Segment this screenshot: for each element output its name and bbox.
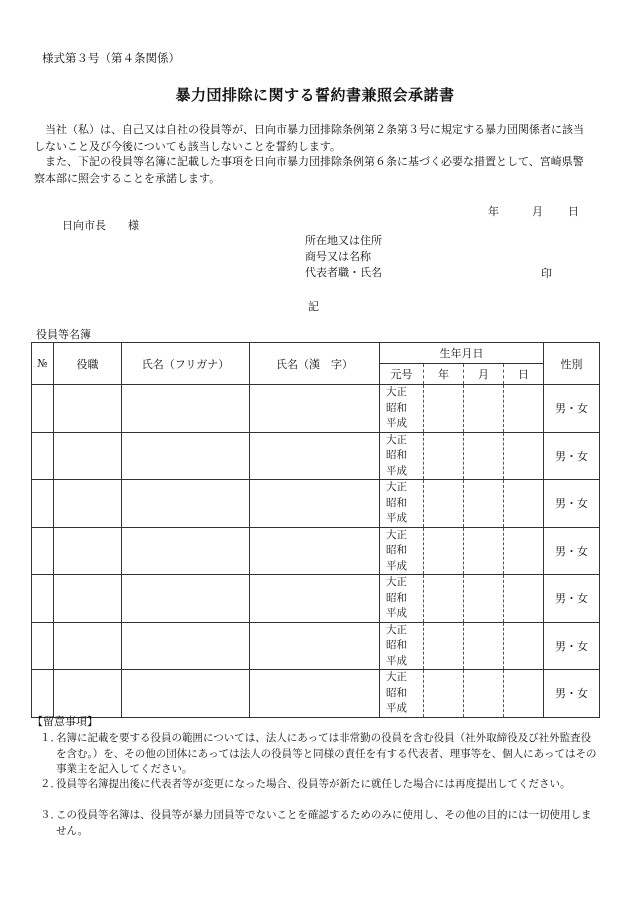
cell-sex[interactable]: 男・女 bbox=[544, 670, 600, 718]
officer-roster-table bbox=[31, 342, 600, 718]
header-year: 年 bbox=[424, 364, 464, 385]
cell-name-kana[interactable] bbox=[122, 385, 250, 433]
header-name-kana: 氏名（フリガナ） bbox=[122, 343, 250, 385]
consent-paragraph: また、下記の役員等名簿に記載した事項を日向市暴力団排除条例第６条に基づく必要な措置として、宮崎県警察本部に照会することを承諾します。 bbox=[34, 155, 584, 185]
cell-position[interactable] bbox=[54, 385, 122, 433]
cell-no[interactable] bbox=[32, 622, 54, 670]
note-text: この役員等名簿は、役員等が暴力団員等でないことを確認するためのみに使用し、その他の目的には一切使用しません。 bbox=[56, 809, 592, 837]
cell-name-kana[interactable] bbox=[122, 575, 250, 623]
cell-year[interactable] bbox=[424, 622, 464, 670]
cell-month[interactable] bbox=[464, 527, 504, 575]
cell-name-kana[interactable] bbox=[122, 432, 250, 480]
cell-no[interactable] bbox=[32, 480, 54, 528]
cell-era[interactable]: 大正 昭和 平成 bbox=[380, 622, 424, 670]
cell-era[interactable]: 大正 昭和 平成 bbox=[380, 480, 424, 528]
cell-month[interactable] bbox=[464, 622, 504, 670]
cell-name-kanji[interactable] bbox=[250, 527, 380, 575]
cell-position[interactable] bbox=[54, 622, 122, 670]
cell-era[interactable]: 大正 昭和 平成 bbox=[380, 670, 424, 718]
cell-name-kanji[interactable] bbox=[250, 480, 380, 528]
note-text: 役員等名簿提出後に代表者等が変更になった場合、役員等が新たに就任した場合には再度提出してください。 bbox=[56, 778, 571, 790]
header-era: 元号 bbox=[380, 364, 424, 385]
notes-heading: 【留意事項】 bbox=[32, 715, 98, 728]
cell-position[interactable] bbox=[54, 480, 122, 528]
note-number: ３． bbox=[40, 809, 61, 821]
cell-sex[interactable]: 男・女 bbox=[544, 527, 600, 575]
seal-mark: 印 bbox=[541, 267, 552, 280]
date-year: 年 bbox=[488, 205, 499, 218]
addressee: 日向市長 様 bbox=[62, 219, 139, 232]
cell-day[interactable] bbox=[504, 385, 544, 433]
officer-list-label: 役員等名簿 bbox=[36, 328, 91, 341]
ki-heading: 記 bbox=[308, 300, 319, 313]
cell-name-kanji[interactable] bbox=[250, 575, 380, 623]
cell-day[interactable] bbox=[504, 527, 544, 575]
note-item bbox=[40, 808, 600, 839]
cell-no[interactable] bbox=[32, 575, 54, 623]
cell-name-kanji[interactable] bbox=[250, 670, 380, 718]
table-row bbox=[32, 432, 600, 480]
cell-era[interactable]: 大正 昭和 平成 bbox=[380, 527, 424, 575]
header-sex: 性別 bbox=[544, 343, 600, 385]
header-no: № bbox=[32, 343, 54, 385]
cell-month[interactable] bbox=[464, 385, 504, 433]
table-row bbox=[32, 480, 600, 528]
table-row bbox=[32, 527, 600, 575]
cell-month[interactable] bbox=[464, 432, 504, 480]
cell-month[interactable] bbox=[464, 575, 504, 623]
note-number: ２． bbox=[40, 778, 61, 790]
pledge-paragraph: 当社（私）は、自己又は自社の役員等が、日向市暴力団排除条例第２条第３号に規定する暴力団関係者に該当しないこと及び今後についても該当しないことを誓約します。 bbox=[34, 123, 584, 153]
cell-month[interactable] bbox=[464, 480, 504, 528]
cell-sex[interactable]: 男・女 bbox=[544, 432, 600, 480]
applicant-fields bbox=[305, 233, 382, 281]
table-row bbox=[32, 575, 600, 623]
cell-no[interactable] bbox=[32, 670, 54, 718]
cell-day[interactable] bbox=[504, 670, 544, 718]
table-row bbox=[32, 670, 600, 718]
note-item bbox=[40, 777, 600, 793]
address-label: 所在地又は住所 bbox=[305, 234, 382, 247]
table-row bbox=[32, 622, 600, 670]
cell-year[interactable] bbox=[424, 432, 464, 480]
cell-name-kana[interactable] bbox=[122, 670, 250, 718]
cell-month[interactable] bbox=[464, 670, 504, 718]
note-text: 名簿に記載を要する役員の範囲については、法人にあっては非常勤の役員を含む役員（社外取締役及び社外監査役を含む。）を、その他の団体にあっては法人の役員等と同様の責任を有する代表者、理事等を、個人にあってはその事業主を記入してください。 bbox=[56, 732, 597, 775]
cell-no[interactable] bbox=[32, 527, 54, 575]
cell-day[interactable] bbox=[504, 432, 544, 480]
cell-sex[interactable]: 男・女 bbox=[544, 622, 600, 670]
cell-position[interactable] bbox=[54, 527, 122, 575]
cell-day[interactable] bbox=[504, 480, 544, 528]
table-row bbox=[32, 385, 600, 433]
cell-name-kana[interactable] bbox=[122, 527, 250, 575]
cell-position[interactable] bbox=[54, 575, 122, 623]
cell-day[interactable] bbox=[504, 622, 544, 670]
cell-no[interactable] bbox=[32, 385, 54, 433]
date-day: 日 bbox=[568, 205, 579, 218]
cell-name-kana[interactable] bbox=[122, 480, 250, 528]
cell-sex[interactable]: 男・女 bbox=[544, 480, 600, 528]
representative-label: 代表者職・氏名 bbox=[305, 266, 382, 279]
date-month: 月 bbox=[532, 205, 543, 218]
cell-year[interactable] bbox=[424, 480, 464, 528]
document-title: 暴力団排除に関する誓約書兼照会承諾書 bbox=[175, 86, 455, 104]
header-month: 月 bbox=[464, 364, 504, 385]
date-line bbox=[488, 203, 579, 219]
cell-position[interactable] bbox=[54, 432, 122, 480]
cell-sex[interactable]: 男・女 bbox=[544, 385, 600, 433]
company-name-label: 商号又は名称 bbox=[305, 250, 371, 263]
cell-day[interactable] bbox=[504, 575, 544, 623]
cell-era[interactable]: 大正 昭和 平成 bbox=[380, 575, 424, 623]
form-number: 様式第３号（第４条関係） bbox=[42, 51, 180, 65]
cell-era[interactable]: 大正 昭和 平成 bbox=[380, 385, 424, 433]
cell-name-kana[interactable] bbox=[122, 622, 250, 670]
header-name-kanji: 氏名（漢 字） bbox=[250, 343, 380, 385]
cell-name-kanji[interactable] bbox=[250, 622, 380, 670]
cell-year[interactable] bbox=[424, 575, 464, 623]
header-day: 日 bbox=[504, 364, 544, 385]
cell-name-kanji[interactable] bbox=[250, 385, 380, 433]
cell-year[interactable] bbox=[424, 670, 464, 718]
header-position: 役職 bbox=[54, 343, 122, 385]
cell-position[interactable] bbox=[54, 670, 122, 718]
note-number: １． bbox=[40, 732, 61, 744]
cell-name-kanji[interactable] bbox=[250, 432, 380, 480]
cell-year[interactable] bbox=[424, 527, 464, 575]
cell-sex[interactable]: 男・女 bbox=[544, 575, 600, 623]
cell-year[interactable] bbox=[424, 385, 464, 433]
note-item bbox=[40, 731, 600, 778]
cell-no[interactable] bbox=[32, 432, 54, 480]
cell-era[interactable]: 大正 昭和 平成 bbox=[380, 432, 424, 480]
header-birthdate: 生年月日 bbox=[380, 343, 544, 364]
